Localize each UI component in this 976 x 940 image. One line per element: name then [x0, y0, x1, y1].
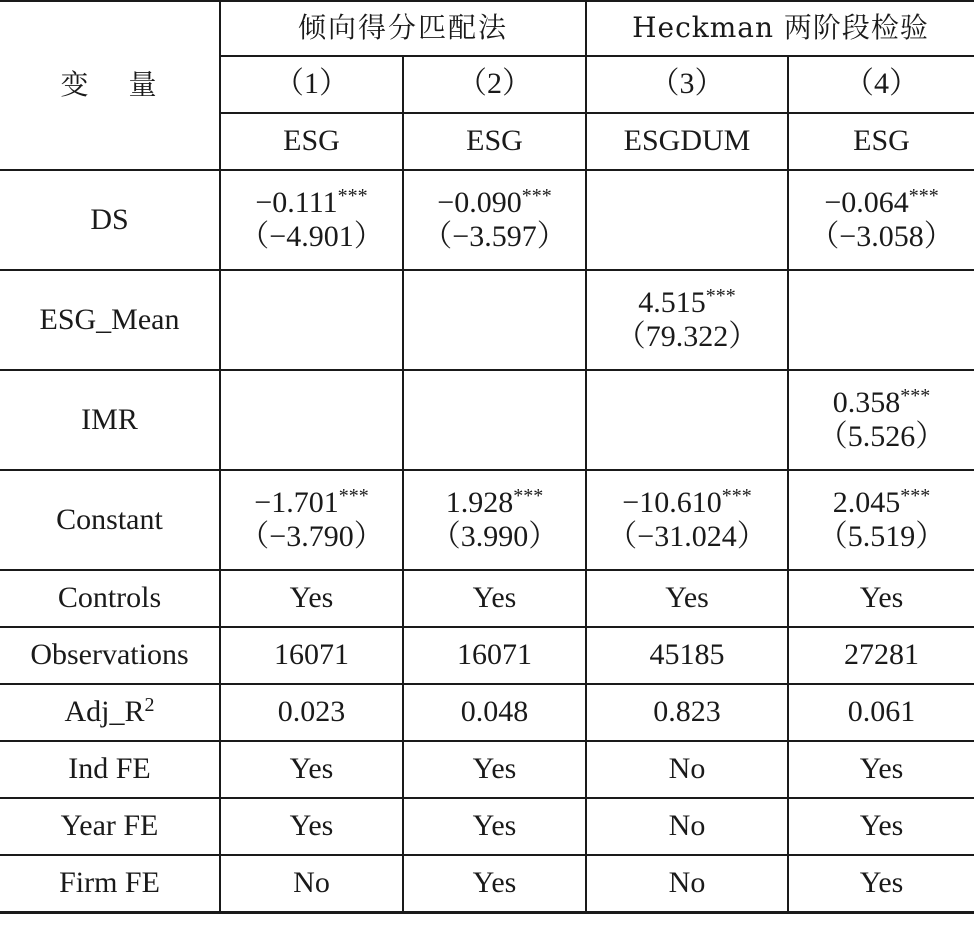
row-label-ind-fe: Ind FE [0, 741, 220, 798]
stars-constant-1: *** [338, 484, 369, 507]
variable-header-char-2: 量 [128, 68, 159, 102]
tstat-esg-mean-3: （79.322） [615, 320, 759, 353]
stars-ds-1: *** [337, 184, 368, 207]
cell-observations-3: 45185 [586, 627, 788, 684]
coef-constant-3: −10.610 [622, 485, 722, 519]
cell-firm-fe-4: Yes [788, 855, 974, 912]
stars-constant-4: *** [900, 484, 931, 507]
cell-ind-fe-3: No [586, 741, 788, 798]
cell-constant-3 [586, 470, 788, 570]
cell-firm-fe-3: No [586, 855, 788, 912]
cell-adj-r2-2: 0.048 [403, 684, 586, 741]
cell-ind-fe-1: Yes [220, 741, 403, 798]
tstat-constant-2: （3.990） [430, 520, 559, 553]
col-number-3: （3） [586, 56, 788, 113]
group-header-heckman-text: Heckman 两阶段检验 [632, 11, 929, 45]
cell-esg-mean-2 [403, 270, 586, 370]
cell-controls-4: Yes [788, 570, 974, 627]
row-adj-r2 [0, 684, 974, 741]
row-label-firm-fe: Firm FE [0, 855, 220, 912]
adj-r2-label-text: Adj_R [64, 695, 145, 729]
row-label-constant: Constant [0, 470, 220, 570]
coef-constant-2: 1.928 [445, 485, 514, 519]
cell-imr-3 [586, 370, 788, 470]
tstat-constant-1: （−3.790） [239, 520, 384, 553]
coef-esg-mean-3: 4.515 [638, 285, 706, 319]
cell-year-fe-2: Yes [403, 798, 586, 855]
coef-ds-1: −0.111 [255, 185, 338, 219]
depvar-3: ESGDUM [586, 113, 788, 170]
col-number-2: （2） [403, 56, 586, 113]
depvar-2: ESG [403, 113, 586, 170]
row-label-year-fe: Year FE [0, 798, 220, 855]
group-header-heckman [586, 1, 974, 56]
row-ds [0, 170, 974, 270]
col-number-1: （1） [220, 56, 403, 113]
cell-constant-2 [403, 470, 586, 570]
cell-esg-mean-1 [220, 270, 403, 370]
group-header-psm: 倾向得分匹配法 [220, 1, 586, 56]
stars-imr-4: *** [900, 384, 931, 407]
variable-header [0, 1, 220, 170]
coef-constant-4: 2.045 [832, 485, 901, 519]
tstat-ds-1: （−4.901） [239, 220, 384, 253]
col-number-4: （4） [788, 56, 974, 113]
depvar-1: ESG [220, 113, 403, 170]
stars-constant-2: *** [513, 484, 544, 507]
cell-ds-2 [403, 170, 586, 270]
row-label-ds: DS [0, 170, 220, 270]
header-group-row [0, 1, 974, 56]
tstat-constant-4: （5.519） [817, 520, 946, 553]
stars-ds-2: *** [521, 184, 552, 207]
stars-constant-3: *** [721, 484, 752, 507]
tstat-ds-4: （−3.058） [809, 220, 954, 253]
cell-adj-r2-3: 0.823 [586, 684, 788, 741]
tstat-ds-2: （−3.597） [422, 220, 567, 253]
coef-ds-4: −0.064 [824, 185, 909, 219]
tstat-constant-3: （−31.024） [607, 520, 767, 553]
row-esg-mean [0, 270, 974, 370]
cell-ind-fe-4: Yes [788, 741, 974, 798]
cell-observations-1: 16071 [220, 627, 403, 684]
cell-firm-fe-2: Yes [403, 855, 586, 912]
row-label-controls: Controls [0, 570, 220, 627]
row-label-adj-r2 [0, 684, 220, 741]
cell-observations-2: 16071 [403, 627, 586, 684]
cell-adj-r2-4: 0.061 [788, 684, 974, 741]
cell-adj-r2-1: 0.023 [220, 684, 403, 741]
depvar-4: ESG [788, 113, 974, 170]
cell-imr-2 [403, 370, 586, 470]
row-firm-fe [0, 855, 974, 912]
variable-header-char-1: 变 [60, 68, 91, 102]
row-observations [0, 627, 974, 684]
tstat-imr-4: （5.526） [817, 420, 946, 453]
row-label-esg-mean: ESG_Mean [0, 270, 220, 370]
stars-esg-mean-3: *** [705, 284, 736, 307]
cell-constant-4 [788, 470, 974, 570]
adj-r2-exponent: 2 [144, 694, 155, 717]
row-imr [0, 370, 974, 470]
cell-firm-fe-1: No [220, 855, 403, 912]
cell-esg-mean-3 [586, 270, 788, 370]
stars-ds-4: *** [908, 184, 939, 207]
row-ind-fe [0, 741, 974, 798]
cell-esg-mean-4 [788, 270, 974, 370]
coef-ds-2: −0.090 [437, 185, 522, 219]
row-label-observations: Observations [0, 627, 220, 684]
cell-ds-1 [220, 170, 403, 270]
cell-year-fe-4: Yes [788, 798, 974, 855]
coef-constant-1: −1.701 [254, 485, 339, 519]
cell-year-fe-1: Yes [220, 798, 403, 855]
row-controls [0, 570, 974, 627]
cell-imr-1 [220, 370, 403, 470]
cell-ds-4 [788, 170, 974, 270]
cell-year-fe-3: No [586, 798, 788, 855]
cell-ind-fe-2: Yes [403, 741, 586, 798]
row-label-imr: IMR [0, 370, 220, 470]
row-constant [0, 470, 974, 570]
cell-observations-4: 27281 [788, 627, 974, 684]
cell-imr-4 [788, 370, 974, 470]
cell-constant-1 [220, 470, 403, 570]
cell-controls-2: Yes [403, 570, 586, 627]
row-year-fe [0, 798, 974, 855]
cell-ds-3 [586, 170, 788, 270]
cell-controls-3: Yes [586, 570, 788, 627]
coef-imr-4: 0.358 [832, 385, 901, 419]
cell-controls-1: Yes [220, 570, 403, 627]
